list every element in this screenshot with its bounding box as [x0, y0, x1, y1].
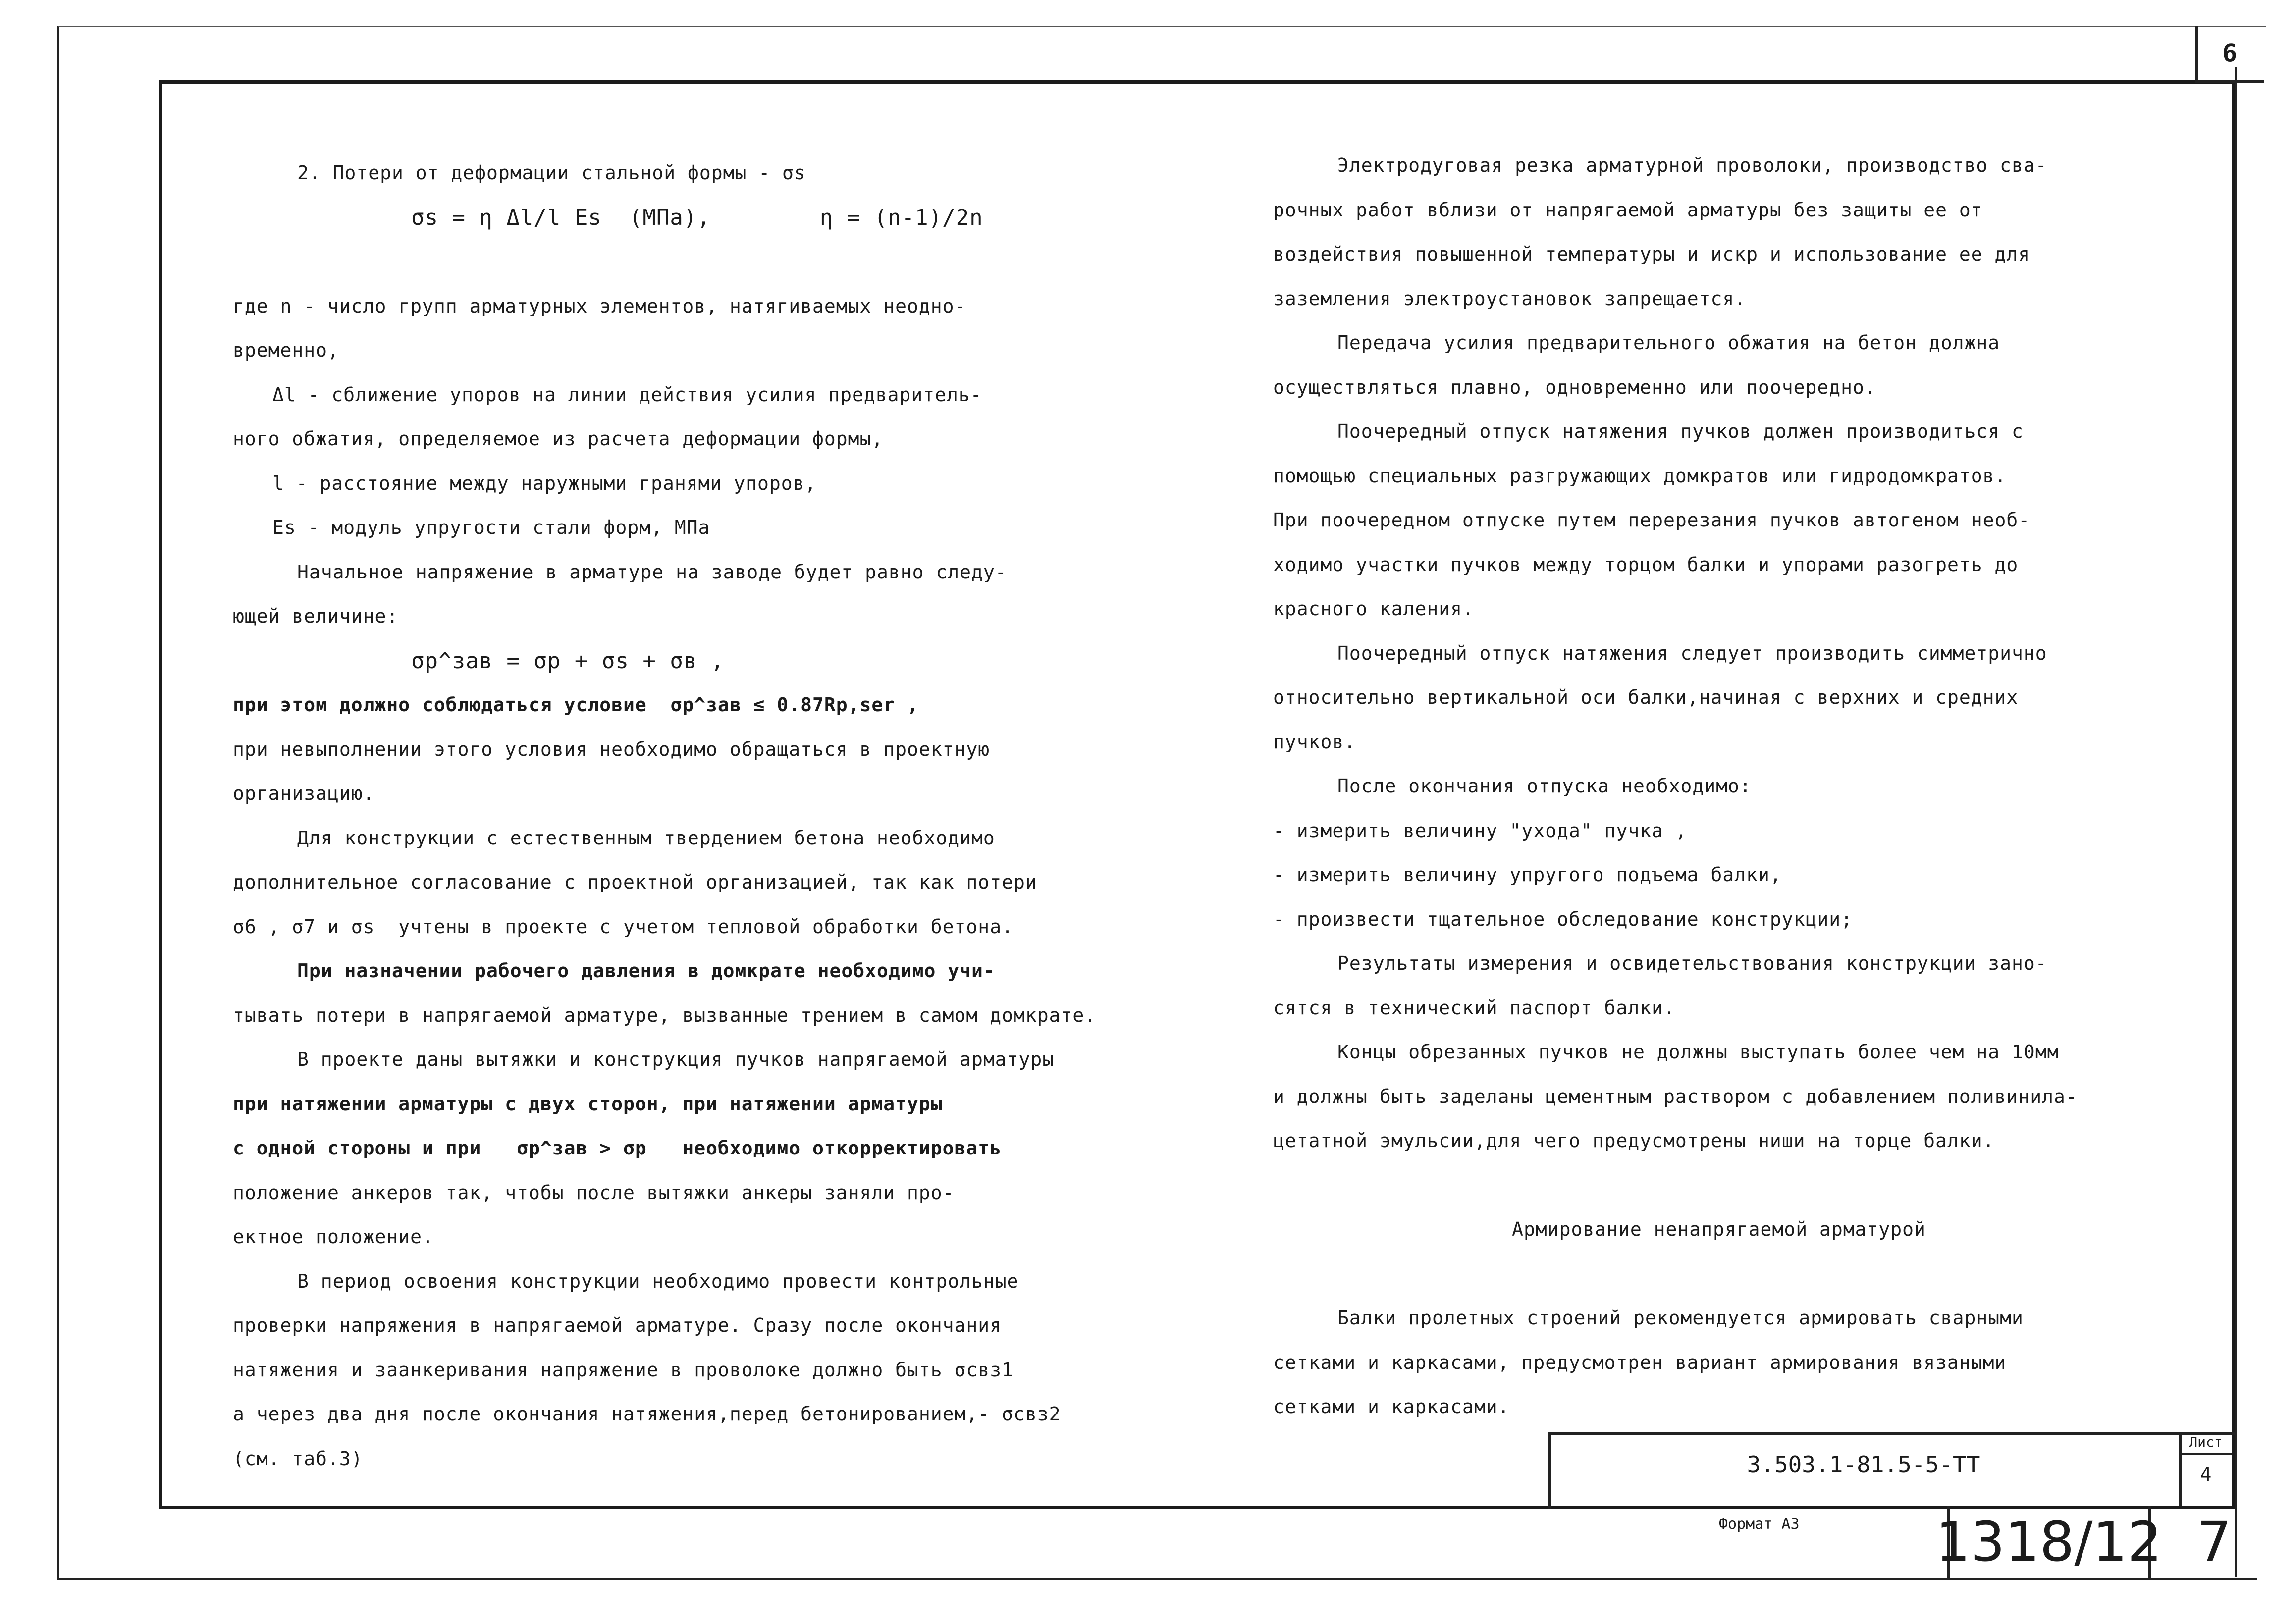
text-line: Балки пролетных строений рекомендуется армировать сварными — [1337, 1307, 2024, 1329]
text-line: σs = η Δl/l Es (МПа), η = (n-1)/2n — [411, 205, 983, 230]
text-line: относительно вертикальной оси балки,начиная с верхних и средних — [1273, 686, 2019, 708]
text-line: при этом должно соблюдаться условие σp^зав ≤ 0.87Rp,ser , — [233, 694, 919, 716]
left-text-column — [233, 151, 1120, 1481]
text-line: ного обжатия, определяемое из расчета деформации формы, — [233, 428, 884, 450]
outer-frame-bottom — [57, 1578, 2257, 1580]
corner-number: 6 — [2222, 39, 2238, 67]
page-number: 7 — [2197, 1510, 2232, 1573]
text-line: Поочередный отпуск натяжения пучков должен производиться с — [1337, 420, 2024, 442]
text-line: Армирование ненапрягаемой арматурой — [1512, 1218, 1926, 1240]
text-line: Δl - сближение упоров на линии действия усилия предваритель- — [272, 383, 982, 406]
text-line: - измерить величину "ухода" пучка , — [1273, 819, 1687, 841]
text-line: (см. таб.3) — [233, 1447, 363, 1469]
text-line: временно, — [233, 339, 339, 361]
text-line: σ6 , σ7 и σs учтены в проекте с учетом тепловой обработки бетона. — [233, 915, 1014, 938]
text-line: цетатной эмульсии,для чего предусмотрены ниши на торце балки. — [1273, 1130, 1995, 1152]
text-line: где n - число групп арматурных элементов, натягиваемых неодно- — [233, 295, 966, 317]
text-line: и должны быть заделаны цементным раствором с добавлением поливинила- — [1273, 1085, 2078, 1107]
text-line: ходимо участки пучков между торцом балки и упорами разогреть до — [1273, 553, 2019, 576]
text-line: с одной стороны и при σp^зав > σp необходимо откорректировать — [233, 1137, 1002, 1159]
text-line: осуществляться плавно, одновременно или поочередно. — [1273, 376, 1876, 398]
text-line: воздействия повышенной температуры и искр и использование ее для — [1273, 243, 2030, 265]
text-line: Электродуговая резка арматурной проволоки, производство сва- — [1337, 155, 2047, 176]
text-line: сетками и каркасами, предусмотрен вариант армирования вязаными — [1273, 1351, 2007, 1373]
text-line: а через два дня после окончания натяжения,перед бетонированием,- σсвз2 — [233, 1403, 1061, 1425]
text-line: После окончания отпуска необходимо: — [1337, 775, 1752, 797]
text-line: рочных работ вблизи от напрягаемой арматуры без защиты ее от — [1273, 199, 1983, 221]
text-line: сетками и каркасами. — [1273, 1396, 1510, 1417]
sheet-cell-divider — [2179, 1453, 2232, 1455]
text-line — [1273, 1163, 2165, 1208]
text-line: В проекте даны вытяжки и конструкция пучков напрягаемой арматуры — [297, 1048, 1055, 1070]
text-line: тывать потери в напрягаемой арматуре, вызванные трением в самом домкрате. — [233, 1004, 1097, 1026]
text-line: ектное положение. — [233, 1226, 434, 1248]
sheet-number: 4 — [2200, 1464, 2212, 1485]
text-line: пучков. — [1273, 731, 1356, 753]
text-line — [1273, 1252, 2165, 1297]
text-line: - измерить величину упругого подъема балки, — [1273, 864, 1782, 886]
text-line: организацию. — [233, 783, 375, 804]
text-line: заземления электроустановок запрещается. — [1273, 287, 1747, 310]
text-line: Передача усилия предварительного обжатия на бетон должна — [1337, 332, 2000, 354]
text-line: l - расстояние между наружными гранями упоров, — [272, 472, 817, 494]
text-line: дополнительное согласование с проектной организацией, так как потери — [233, 871, 1037, 893]
text-line: помощью специальных разгружающих домкратов или гидродомкратов. — [1273, 465, 2007, 487]
text-line: 2. Потери от деформации стальной формы - σs — [297, 162, 806, 184]
text-line: ющей величине: — [233, 605, 399, 627]
text-line: сятся в технический паспорт балки. — [1273, 996, 1675, 1019]
text-line: σp^зав = σp + σs + σв , — [411, 648, 725, 674]
format-label: Формат А3 — [1719, 1516, 1800, 1533]
text-line: при невыполнении этого условия необходимо обращаться в проектную — [233, 738, 990, 760]
text-line: Результаты измерения и освидетельствования конструкции зано- — [1337, 952, 2047, 974]
right-text-column — [1273, 144, 2165, 1429]
text-line: Поочередный отпуск натяжения следует производить симметрично — [1337, 642, 2047, 664]
text-line: Es - модуль упругости стали форм, МПа — [272, 517, 710, 538]
text-line — [233, 240, 1120, 284]
text-line: Начальное напряжение в арматуре на заводе будет равно следу- — [297, 561, 1007, 583]
text-line: положение анкеров так, чтобы после вытяжки анкеры заняли про- — [233, 1181, 955, 1204]
text-line: - произвести тщательное обследование конструкции; — [1273, 908, 1853, 930]
sheet-label: Лист — [2189, 1434, 2223, 1450]
text-line: В период освоения конструкции необходимо провести контрольные — [297, 1270, 1019, 1292]
text-line: При поочередном отпуске путем перерезания пучков автогеном необ- — [1273, 509, 2030, 531]
inventory-number: 1318/12 — [1935, 1510, 2162, 1573]
text-line: при натяжении арматуры с двух сторон, при натяжении арматуры — [233, 1093, 943, 1115]
text-line: При назначении рабочего давления в домкрате необходимо учи- — [297, 960, 995, 982]
text-line: натяжения и заанкеривания напряжение в проволоке должно быть σсвз1 — [233, 1359, 1014, 1381]
text-line: проверки напряжения в напрягаемой арматуре. Сразу после окончания — [233, 1314, 1002, 1336]
text-line: Концы обрезанных пучков не должны выступать более чем на 10мм — [1337, 1041, 2059, 1063]
text-line: Для конструкции с естественным твердением бетона необходимо — [297, 827, 995, 849]
document-code: 3.503.1-81.5-5-ТТ — [1747, 1451, 1980, 1478]
text-line: красного каления. — [1273, 598, 1474, 620]
